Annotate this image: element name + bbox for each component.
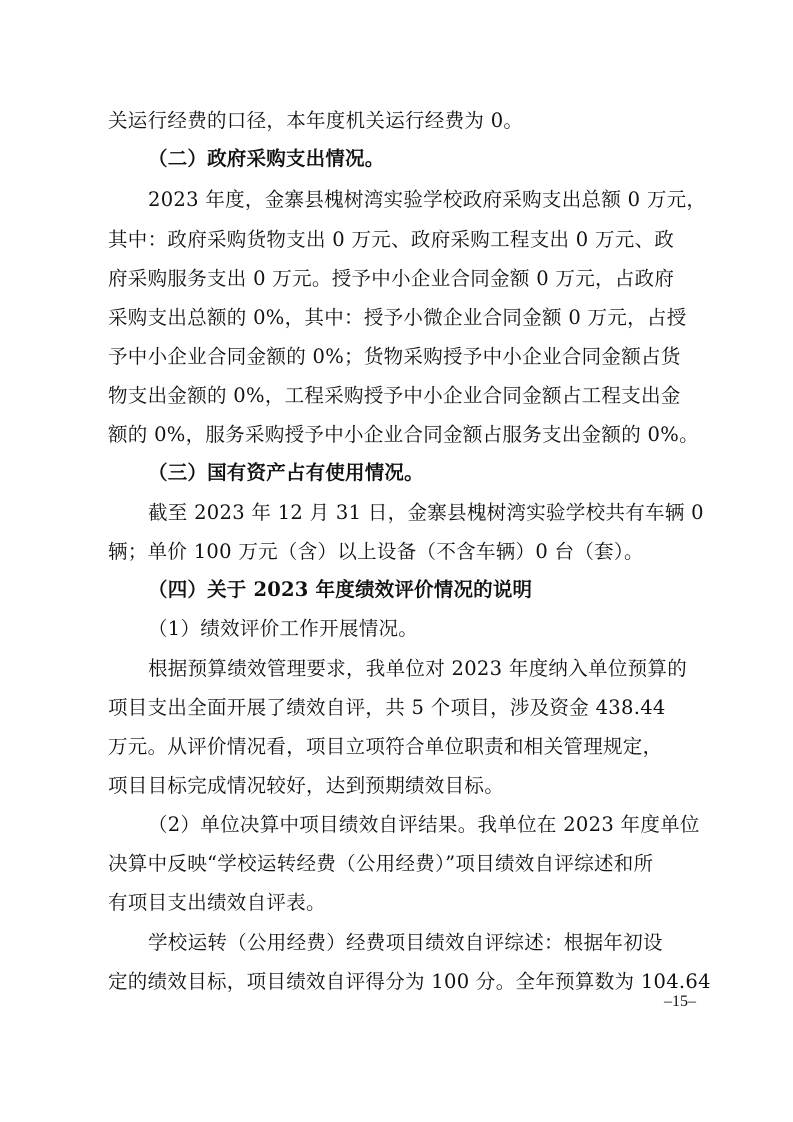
paragraph-line: 定的绩效目标，项目绩效自评得分为 100 分。全年预算数为 104.64 (108, 970, 711, 993)
page-number: –15– (664, 993, 696, 1010)
paragraph-line: 项目目标完成情况较好，达到预期绩效目标。 (108, 774, 505, 797)
paragraph-line: 2023 年度，金寨县槐树湾实验学校政府采购支出总额 0 万元， (148, 188, 707, 211)
paragraph-line: 截至 2023 年 12 月 31 日，金寨县槐树湾实验学校共有车辆 0 (148, 501, 704, 524)
paragraph-line: 其中：政府采购货物支出 0 万元、政府采购工程支出 0 万元、政 (108, 228, 675, 251)
paragraph-line: 万元。从评价情况看，项目立项符合单位职责和相关管理规定， (108, 735, 663, 758)
paragraph-line: 决算中反映“学校运转经费（公用经费）”项目绩效自评综述和所 (108, 852, 654, 875)
paragraph-line: 根据预算绩效管理要求，我单位对 2023 年度纳入单位预算的 (148, 657, 688, 680)
paragraph-line: 辆；单价 100 万元（含）以上设备（不含车辆）0 台（套）。 (108, 540, 644, 563)
paragraph-line: 关运行经费的口径，本年度机关运行经费为 0。 (108, 109, 524, 132)
paragraph-line: 有项目支出绩效自评表。 (108, 891, 326, 914)
section-heading-performance: （四）关于 2023 年度绩效评价情况的说明 (148, 578, 533, 601)
paragraph-line: 物支出金额的 0%，工程采购授予中小企业合同金额占工程支出金 (108, 384, 681, 407)
paragraph-line: 学校运转（公用经费）经费项目绩效自评综述：根据年初设 (148, 931, 663, 954)
paragraph-line: （2）单位决算中项目绩效自评结果。我单位在 2023 年度单位 (148, 813, 700, 836)
section-heading-procurement: （二）政府采购支出情况。 (148, 147, 385, 170)
paragraph-line: 额的 0%，服务采购授予中小企业合同金额占服务支出金额的 0%。 (108, 423, 699, 446)
section-heading-assets: （三）国有资产占有使用情况。 (148, 461, 424, 484)
subheading-line: （1）绩效评价工作开展情况。 (148, 617, 419, 640)
paragraph-line: 采购支出总额的 0%，其中：授予小微企业合同金额 0 万元，占授 (108, 306, 687, 329)
paragraph-line: 府采购服务支出 0 万元。授予中小企业合同金额 0 万元，占政府 (108, 267, 675, 290)
paragraph-line: 予中小企业合同金额的 0%；货物采购授予中小企业合同金额占货 (108, 345, 681, 368)
paragraph-line: 项目支出全面开展了绩效自评，共 5 个项目，涉及资金 438.44 (108, 696, 666, 719)
